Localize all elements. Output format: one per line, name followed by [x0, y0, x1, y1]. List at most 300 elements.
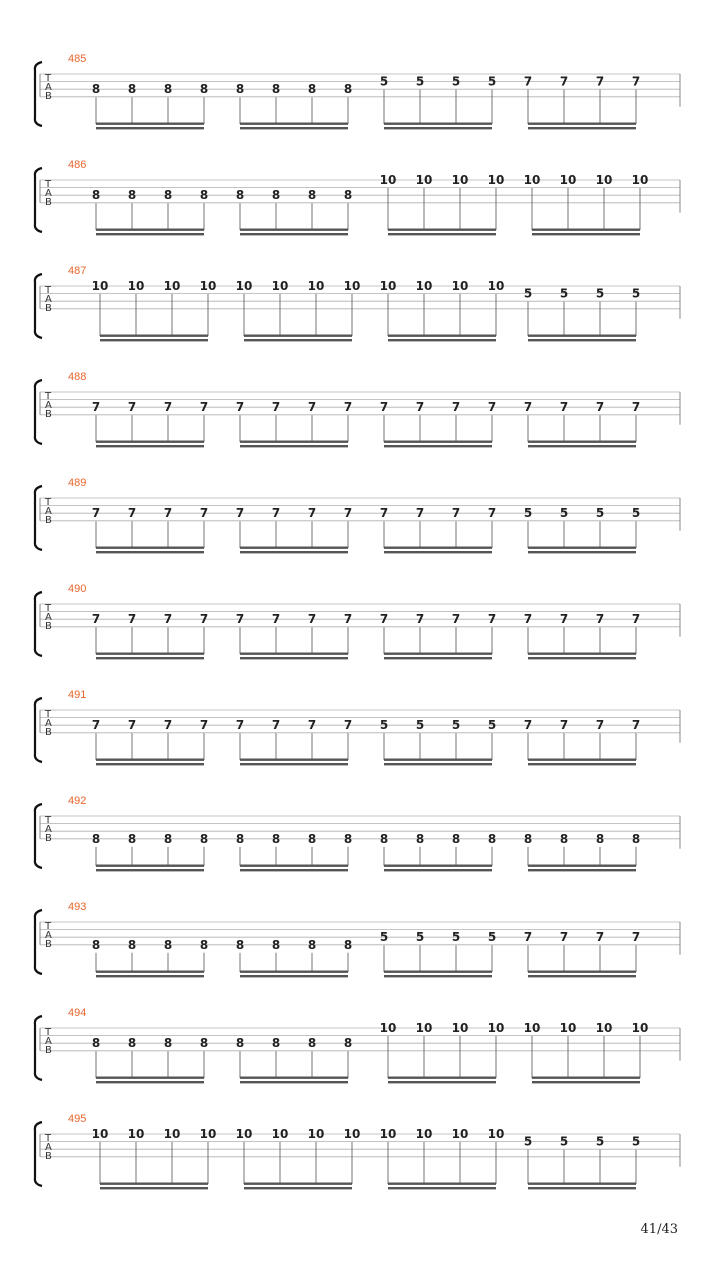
fret-number: 8 [271, 82, 281, 97]
fret-number: 10 [163, 1127, 181, 1141]
tab-clef-letter: T [45, 73, 52, 84]
fret-number: 8 [127, 82, 137, 97]
beam-primary [528, 123, 636, 125]
fret-number: 7 [451, 612, 461, 627]
fret-number: 7 [631, 718, 641, 733]
fret-number: 10 [451, 1021, 469, 1035]
fret-number: 10 [91, 1127, 109, 1141]
tab-clef-letter: T [45, 285, 52, 296]
fret-number: 7 [235, 506, 245, 521]
fret-number: 7 [91, 506, 101, 521]
beam-secondary [96, 445, 204, 447]
fret-number: 10 [271, 279, 289, 293]
tab-clef-letter: A [45, 718, 52, 729]
fret-number: 10 [523, 1021, 541, 1035]
measure-number: 494 [68, 1007, 87, 1019]
beam-primary [100, 335, 208, 337]
fret-number: 8 [595, 831, 605, 846]
staff-bracket [35, 804, 42, 868]
fret-number: 8 [199, 188, 209, 203]
measure-number: 495 [68, 1113, 87, 1125]
fret-number: 8 [127, 1036, 137, 1051]
tab-clef-letter: A [45, 1142, 52, 1153]
beam-secondary [388, 233, 496, 235]
beam-secondary [532, 233, 640, 235]
beam-primary [388, 1183, 496, 1185]
beam-secondary [240, 975, 348, 977]
fret-number: 10 [91, 279, 109, 293]
fret-number: 10 [379, 1021, 397, 1035]
fret-number: 8 [127, 188, 137, 203]
beam-primary [388, 335, 496, 337]
fret-number: 10 [451, 173, 469, 187]
fret-number: 8 [487, 831, 497, 846]
beam-secondary [240, 445, 348, 447]
beam-secondary [240, 233, 348, 235]
beam-secondary [240, 1081, 348, 1083]
fret-number: 8 [379, 831, 389, 846]
fret-number: 7 [631, 930, 641, 945]
fret-number: 7 [559, 74, 569, 89]
beam-primary [388, 1077, 496, 1079]
beam-primary [532, 1077, 640, 1079]
fret-number: 7 [631, 74, 641, 89]
tab-clef-letter: A [45, 400, 52, 411]
beam-secondary [384, 975, 492, 977]
tab-system [35, 1113, 680, 1189]
beam-secondary [384, 869, 492, 871]
fret-number: 8 [163, 188, 173, 203]
fret-number: 7 [235, 400, 245, 415]
fret-number: 5 [451, 74, 461, 89]
fret-number: 7 [91, 612, 101, 627]
fret-number: 8 [343, 937, 353, 952]
fret-number: 8 [91, 937, 101, 952]
fret-number: 7 [91, 718, 101, 733]
fret-number: 7 [307, 400, 317, 415]
fret-number: 8 [307, 937, 317, 952]
fret-number: 10 [451, 1127, 469, 1141]
fret-number: 10 [415, 173, 433, 187]
tab-clef-letter: B [45, 727, 52, 738]
beam-primary [240, 653, 348, 655]
fret-number: 7 [163, 506, 173, 521]
fret-number: 7 [379, 612, 389, 627]
beam-secondary [528, 339, 636, 341]
beam-primary [532, 229, 640, 231]
beam-primary [240, 229, 348, 231]
tab-clef-letter: A [45, 294, 52, 305]
tab-clef-letter: B [45, 515, 52, 526]
beam-primary [240, 759, 348, 761]
fret-number: 8 [91, 188, 101, 203]
fret-number: 5 [559, 506, 569, 521]
fret-number: 8 [271, 937, 281, 952]
beam-primary [240, 865, 348, 867]
beam-primary [528, 653, 636, 655]
fret-number: 5 [523, 506, 533, 521]
fret-number: 7 [595, 400, 605, 415]
beam-secondary [100, 339, 208, 341]
beam-secondary [384, 127, 492, 129]
fret-number: 10 [379, 1127, 397, 1141]
tab-clef-letter: B [45, 833, 52, 844]
beam-secondary [528, 763, 636, 765]
fret-number: 5 [595, 1134, 605, 1149]
tab-system [35, 583, 680, 659]
beam-secondary [528, 551, 636, 553]
beam-secondary [96, 551, 204, 553]
fret-number: 8 [307, 831, 317, 846]
beam-secondary [384, 763, 492, 765]
beam-secondary [388, 1187, 496, 1189]
fret-number: 10 [487, 173, 505, 187]
beam-secondary [240, 869, 348, 871]
fret-number: 7 [199, 506, 209, 521]
beam-primary [244, 1183, 352, 1185]
beam-primary [100, 1183, 208, 1185]
fret-number: 7 [559, 718, 569, 733]
fret-number: 7 [343, 612, 353, 627]
beam-primary [384, 653, 492, 655]
fret-number: 7 [379, 400, 389, 415]
staff-bracket [35, 62, 42, 126]
beam-primary [528, 1183, 636, 1185]
beam-primary [96, 229, 204, 231]
tab-clef-letter: T [45, 497, 52, 508]
measure-number: 488 [68, 371, 87, 383]
tab-clef-letter: T [45, 921, 52, 932]
beam-primary [240, 1077, 348, 1079]
fret-number: 8 [559, 831, 569, 846]
fret-number: 7 [199, 612, 209, 627]
staff-bracket [35, 380, 42, 444]
tab-clef-letter: B [45, 1151, 52, 1162]
fret-number: 7 [487, 506, 497, 521]
fret-number: 8 [307, 1036, 317, 1051]
beam-secondary [528, 445, 636, 447]
fret-number: 7 [235, 718, 245, 733]
fret-number: 10 [631, 173, 649, 187]
fret-number: 8 [343, 1036, 353, 1051]
tab-system [35, 53, 680, 129]
fret-number: 5 [631, 286, 641, 301]
fret-number: 7 [523, 718, 533, 733]
fret-number: 7 [307, 718, 317, 733]
staff-bracket [35, 592, 42, 656]
fret-number: 7 [415, 506, 425, 521]
fret-number: 7 [451, 400, 461, 415]
fret-number: 8 [127, 937, 137, 952]
tab-clef-letter: T [45, 815, 52, 826]
fret-number: 8 [199, 831, 209, 846]
fret-number: 8 [235, 82, 245, 97]
fret-number: 8 [343, 188, 353, 203]
fret-number: 7 [199, 718, 209, 733]
fret-number: 5 [595, 286, 605, 301]
tab-clef-letter: B [45, 303, 52, 314]
beam-primary [240, 123, 348, 125]
fret-number: 7 [487, 612, 497, 627]
beam-primary [96, 123, 204, 125]
beam-primary [528, 441, 636, 443]
fret-number: 10 [379, 279, 397, 293]
beam-primary [528, 971, 636, 973]
beam-secondary [528, 1187, 636, 1189]
fret-number: 8 [271, 1036, 281, 1051]
tab-system [35, 159, 680, 235]
fret-number: 8 [343, 82, 353, 97]
beam-primary [384, 759, 492, 761]
fret-number: 10 [487, 1127, 505, 1141]
fret-number: 10 [595, 1021, 613, 1035]
tab-clef-letter: A [45, 1036, 52, 1047]
fret-number: 5 [379, 74, 389, 89]
beam-primary [240, 547, 348, 549]
fret-number: 8 [343, 831, 353, 846]
fret-number: 7 [631, 400, 641, 415]
fret-number: 7 [559, 930, 569, 945]
beam-primary [96, 865, 204, 867]
fret-number: 8 [163, 1036, 173, 1051]
fret-number: 10 [487, 279, 505, 293]
fret-number: 10 [163, 279, 181, 293]
fret-number: 5 [631, 506, 641, 521]
measure-number: 489 [68, 477, 87, 489]
tab-system [35, 795, 680, 871]
beam-primary [384, 441, 492, 443]
beam-secondary [384, 551, 492, 553]
fret-number: 8 [235, 937, 245, 952]
tab-clef-letter: B [45, 621, 52, 632]
fret-number: 8 [91, 831, 101, 846]
fret-number: 8 [235, 831, 245, 846]
beam-secondary [96, 763, 204, 765]
beam-secondary [240, 127, 348, 129]
measure-number: 492 [68, 795, 87, 807]
beam-primary [96, 1077, 204, 1079]
fret-number: 7 [271, 718, 281, 733]
beam-primary [240, 441, 348, 443]
fret-number: 8 [307, 82, 317, 97]
fret-number: 10 [343, 1127, 361, 1141]
fret-number: 5 [523, 286, 533, 301]
measure-number: 491 [68, 689, 87, 701]
fret-number: 8 [199, 1036, 209, 1051]
beam-secondary [240, 551, 348, 553]
fret-number: 5 [487, 718, 497, 733]
fret-number: 5 [559, 286, 569, 301]
tab-clef-letter: A [45, 188, 52, 199]
staff-bracket [35, 486, 42, 550]
beam-secondary [96, 127, 204, 129]
beam-secondary [96, 657, 204, 659]
fret-number: 5 [487, 74, 497, 89]
fret-number: 7 [559, 400, 569, 415]
fret-number: 5 [415, 718, 425, 733]
measure-number: 490 [68, 583, 87, 595]
beam-secondary [384, 657, 492, 659]
tab-clef-letter: T [45, 179, 52, 190]
beam-secondary [528, 657, 636, 659]
beam-secondary [388, 339, 496, 341]
fret-number: 10 [199, 279, 217, 293]
tab-system [35, 901, 680, 977]
beam-primary [528, 759, 636, 761]
fret-number: 5 [487, 930, 497, 945]
staff-bracket [35, 698, 42, 762]
tab-clef-letter: A [45, 82, 52, 93]
fret-number: 7 [595, 74, 605, 89]
fret-number: 10 [127, 1127, 145, 1141]
tab-system [35, 689, 680, 765]
fret-number: 5 [451, 930, 461, 945]
fret-number: 5 [415, 74, 425, 89]
fret-number: 10 [523, 173, 541, 187]
tab-system [35, 1007, 680, 1083]
tab-system [35, 265, 680, 341]
measure-number: 493 [68, 901, 87, 913]
fret-number: 10 [307, 1127, 325, 1141]
beam-secondary [388, 1081, 496, 1083]
fret-number: 8 [127, 831, 137, 846]
beam-primary [244, 335, 352, 337]
tab-clef-letter: T [45, 391, 52, 402]
beam-secondary [528, 869, 636, 871]
fret-number: 5 [595, 506, 605, 521]
fret-number: 5 [379, 930, 389, 945]
fret-number: 8 [415, 831, 425, 846]
fret-number: 7 [523, 930, 533, 945]
tab-clef-letter: B [45, 409, 52, 420]
fret-number: 7 [523, 74, 533, 89]
beam-primary [384, 547, 492, 549]
fret-number: 8 [91, 1036, 101, 1051]
fret-number: 10 [307, 279, 325, 293]
fret-number: 7 [127, 506, 137, 521]
beam-primary [96, 441, 204, 443]
tab-clef-letter: B [45, 91, 52, 102]
fret-number: 7 [307, 612, 317, 627]
beam-primary [528, 865, 636, 867]
fret-number: 8 [163, 831, 173, 846]
fret-number: 8 [307, 188, 317, 203]
beam-primary [384, 123, 492, 125]
fret-number: 10 [559, 1021, 577, 1035]
beam-primary [528, 335, 636, 337]
fret-number: 7 [595, 718, 605, 733]
fret-number: 10 [199, 1127, 217, 1141]
staff-bracket [35, 168, 42, 232]
measure-number: 487 [68, 265, 87, 277]
fret-number: 7 [127, 612, 137, 627]
tab-system [35, 477, 680, 553]
beam-primary [384, 971, 492, 973]
fret-number: 7 [271, 506, 281, 521]
fret-number: 8 [199, 82, 209, 97]
tab-system [35, 371, 680, 447]
fret-number: 10 [415, 279, 433, 293]
staff-bracket [35, 910, 42, 974]
tab-clef-letter: A [45, 506, 52, 517]
fret-number: 10 [595, 173, 613, 187]
fret-number: 7 [127, 400, 137, 415]
beam-secondary [96, 975, 204, 977]
fret-number: 10 [415, 1127, 433, 1141]
fret-number: 7 [271, 400, 281, 415]
beam-secondary [100, 1187, 208, 1189]
tab-clef-letter: B [45, 197, 52, 208]
fret-number: 8 [271, 188, 281, 203]
fret-number: 7 [451, 506, 461, 521]
fret-number: 10 [631, 1021, 649, 1035]
fret-number: 7 [163, 718, 173, 733]
fret-number: 7 [523, 612, 533, 627]
beam-primary [388, 229, 496, 231]
fret-number: 7 [595, 930, 605, 945]
beam-primary [384, 865, 492, 867]
fret-number: 7 [127, 718, 137, 733]
fret-number: 7 [163, 612, 173, 627]
fret-number: 10 [451, 279, 469, 293]
fret-number: 7 [343, 506, 353, 521]
fret-number: 7 [343, 400, 353, 415]
beam-primary [96, 653, 204, 655]
fret-number: 5 [415, 930, 425, 945]
tab-clef-letter: A [45, 824, 52, 835]
fret-number: 10 [559, 173, 577, 187]
beam-secondary [244, 1187, 352, 1189]
beam-primary [96, 971, 204, 973]
fret-number: 5 [379, 718, 389, 733]
page-number: 41/43 [640, 1222, 678, 1237]
tab-clef-letter: A [45, 930, 52, 941]
tab-clef-letter: T [45, 1027, 52, 1038]
fret-number: 10 [487, 1021, 505, 1035]
fret-number: 10 [271, 1127, 289, 1141]
beam-secondary [96, 1081, 204, 1083]
beam-primary [96, 547, 204, 549]
fret-number: 8 [235, 188, 245, 203]
fret-number: 10 [343, 279, 361, 293]
tab-clef-letter: A [45, 612, 52, 623]
beam-secondary [96, 233, 204, 235]
fret-number: 7 [523, 400, 533, 415]
tab-clef-letter: B [45, 1045, 52, 1056]
fret-number: 7 [487, 400, 497, 415]
fret-number: 7 [631, 612, 641, 627]
fret-number: 8 [163, 82, 173, 97]
fret-number: 7 [91, 400, 101, 415]
fret-number: 8 [91, 82, 101, 97]
fret-number: 7 [379, 506, 389, 521]
tab-clef-letter: T [45, 603, 52, 614]
beam-secondary [528, 127, 636, 129]
fret-number: 10 [415, 1021, 433, 1035]
measure-number: 485 [68, 53, 87, 65]
staff-bracket [35, 1016, 42, 1080]
fret-number: 5 [631, 1134, 641, 1149]
fret-number: 10 [235, 279, 253, 293]
fret-number: 10 [127, 279, 145, 293]
fret-number: 7 [235, 612, 245, 627]
staff-bracket [35, 1122, 42, 1186]
fret-number: 7 [199, 400, 209, 415]
measure-number: 486 [68, 159, 87, 171]
fret-number: 10 [379, 173, 397, 187]
fret-number: 7 [163, 400, 173, 415]
fret-number: 5 [559, 1134, 569, 1149]
